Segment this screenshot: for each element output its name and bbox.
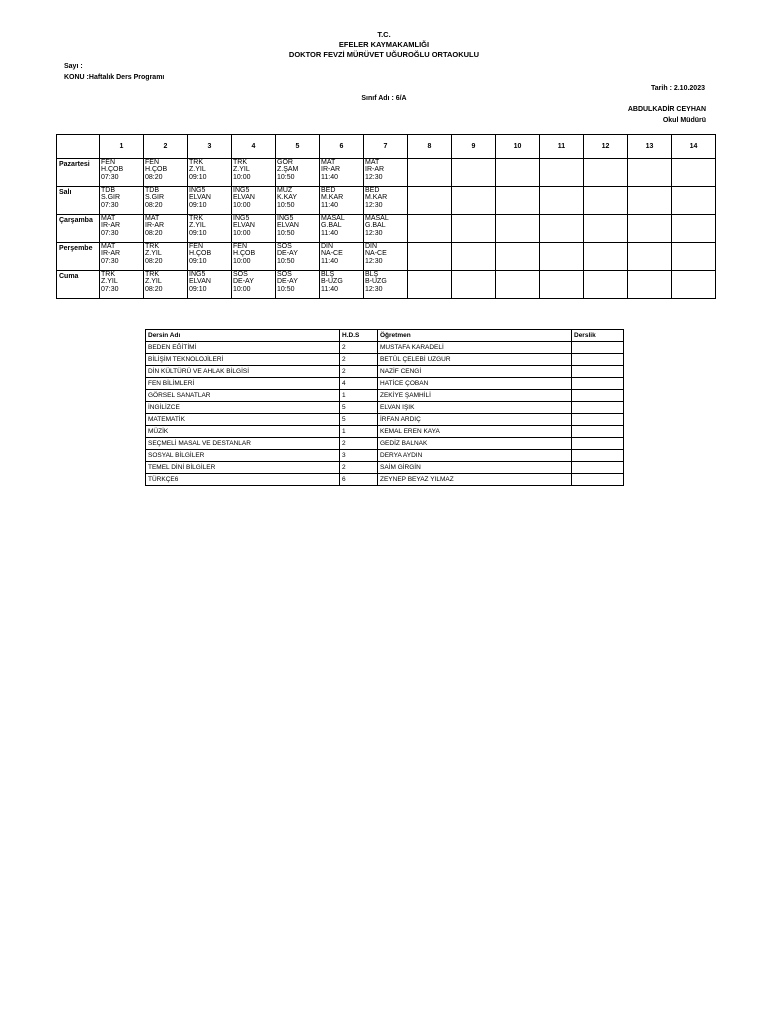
teacher-code: İR-AR [101, 222, 121, 230]
schedule-cell [540, 271, 584, 299]
teacher-name: NAZİF CENGİ [378, 366, 572, 378]
subject-name: TEMEL DİNİ BİLGİLER [146, 462, 340, 474]
teacher-code: DE-AY [277, 250, 298, 258]
lesson-time: 10:00 [233, 285, 251, 293]
teacher-name: ZEKİYE ŞAMHİLİ [378, 390, 572, 402]
period-header: 6 [320, 135, 364, 159]
period-header: 2 [144, 135, 188, 159]
schedule-cell [540, 159, 584, 187]
period-header: 13 [628, 135, 672, 159]
teacher-code: Z.YIL [101, 278, 118, 286]
classroom [572, 450, 624, 462]
lesson-code: MASAL [321, 215, 345, 222]
lesson-time: 09:10 [189, 173, 207, 181]
teacher-name: İRFAN ARDIÇ [378, 414, 572, 426]
table-row [146, 450, 624, 462]
lesson-time: 07:30 [101, 285, 119, 293]
lesson-code: İNG5 [189, 271, 206, 278]
schedule-cell [188, 271, 232, 299]
weekly-hours: 2 [340, 342, 378, 354]
lesson-code: MAT [145, 215, 160, 222]
lesson-code: MAT [101, 243, 116, 250]
table-row [146, 426, 624, 438]
classroom [572, 474, 624, 486]
lesson-time: 11:40 [321, 201, 338, 209]
lesson-code: TRK [189, 159, 203, 166]
schedule-cell [452, 243, 496, 271]
teacher-code: DE-AY [277, 278, 298, 286]
period-header: 1 [100, 135, 144, 159]
schedule-cell [364, 215, 408, 243]
schedule-cell [364, 187, 408, 215]
weekly-hours: 2 [340, 354, 378, 366]
schedule-cell [144, 159, 188, 187]
lesson-code: TRK [145, 271, 159, 278]
subject-name: MÜZİK [146, 426, 340, 438]
date-label: Tarih : 2.10.2023 [651, 85, 705, 92]
schedule-cell [452, 187, 496, 215]
schedule-cell [232, 215, 276, 243]
lesson-code: FEN [189, 243, 203, 250]
schedule-cell [496, 187, 540, 215]
teacher-name: HATİCE ÇOBAN [378, 378, 572, 390]
lesson-code: İNG5 [233, 187, 250, 194]
teacher-code: ELVAN [277, 222, 299, 230]
teacher-code: S.GİR [101, 194, 121, 202]
schedule-cell [408, 243, 452, 271]
lesson-code: SOS [277, 271, 292, 278]
period-header: 10 [496, 135, 540, 159]
period-header: 8 [408, 135, 452, 159]
table-row [146, 402, 624, 414]
schedule-cell [320, 187, 364, 215]
weekly-hours: 6 [340, 474, 378, 486]
schedule-cell [672, 243, 716, 271]
weekly-hours: 2 [340, 438, 378, 450]
principal-title: Okul Müdürü [662, 117, 706, 124]
schedule-cell [320, 215, 364, 243]
schedule-cell [188, 243, 232, 271]
table-row [146, 390, 624, 402]
school-name: DOKTOR FEVZİ MÜRÜVET UĞUROĞLU ORTAOKULU [288, 50, 480, 59]
teacher-code: H.ÇOB [145, 166, 168, 174]
lesson-time: 07:30 [101, 201, 119, 209]
teacher-code: H.ÇOB [101, 166, 124, 174]
teacher-code: NA-CE [365, 250, 387, 258]
teacher-code: H.ÇOB [233, 250, 256, 258]
lesson-time: 08:20 [145, 229, 163, 237]
schedule-cell [452, 159, 496, 187]
lesson-code: MAT [101, 215, 116, 222]
teacher-code: S.GİR [145, 194, 165, 202]
teacher-code: İR-AR [145, 222, 165, 230]
weekly-hours: 2 [340, 366, 378, 378]
teacher-name: GEDİZ BALNAK [378, 438, 572, 450]
lesson-code: BLŞ [321, 271, 335, 278]
schedule-cell [672, 159, 716, 187]
teacher-name: ZEYNEP BEYAZ YILMAZ [378, 474, 572, 486]
schedule-cell [232, 187, 276, 215]
lesson-code: İNG5 [233, 215, 250, 222]
schedule-cell [188, 187, 232, 215]
lesson-code: BLŞ [365, 271, 379, 278]
schedule-cell [144, 215, 188, 243]
weekly-hours: 1 [340, 390, 378, 402]
schedule-cell [188, 215, 232, 243]
schedule-row [57, 159, 716, 187]
teacher-name: MUSTAFA KARADELİ [378, 342, 572, 354]
lesson-time: 12:30 [365, 201, 383, 209]
lesson-time: 11:40 [321, 285, 338, 293]
classroom [572, 390, 624, 402]
lesson-code: DİN [321, 243, 334, 250]
lesson-code: MASAL [365, 215, 389, 222]
subject-name: FEN BİLİMLERİ [146, 378, 340, 390]
table-row [146, 378, 624, 390]
subject-name: İNGİLİZCE [146, 402, 340, 414]
teacher-code: M.KAR [321, 194, 344, 202]
teacher-code: G.BAL [365, 222, 386, 230]
classroom [572, 438, 624, 450]
lesson-time: 09:10 [189, 229, 207, 237]
lesson-time: 10:00 [233, 201, 251, 209]
schedule-cell [584, 215, 628, 243]
teacher-code: Z.ŞAM [277, 166, 299, 174]
teacher-code: Z.YIL [189, 222, 206, 230]
schedule-cell [496, 243, 540, 271]
schedule-cell [584, 187, 628, 215]
lesson-code: TRK [233, 159, 247, 166]
lesson-code: İNG5 [277, 215, 294, 222]
schedule-cell [276, 271, 320, 299]
lesson-code: BED [321, 187, 336, 194]
lesson-time: 07:30 [101, 229, 119, 237]
table-row [146, 342, 624, 354]
schedule-cell [540, 215, 584, 243]
table-row [146, 414, 624, 426]
schedule-cell [496, 271, 540, 299]
class-label: Sınıf Adı : 6/A [361, 95, 407, 102]
teacher-name: BETÜL ÇELEBİ UZGUR [378, 354, 572, 366]
teacher-name: DERYA AYDIN [378, 450, 572, 462]
subject-name: BEDEN EĞİTİMİ [146, 342, 340, 354]
lesson-code: İNG5 [189, 187, 206, 194]
period-header: 4 [232, 135, 276, 159]
lesson-time: 08:20 [145, 201, 163, 209]
lesson-time: 10:00 [233, 229, 251, 237]
day-label: Cuma [57, 271, 100, 299]
subject-name: SEÇMELİ MASAL VE DESTANLAR [146, 438, 340, 450]
teacher-code: ELVAN [233, 222, 255, 230]
teacher-code: M.KAR [365, 194, 388, 202]
schedule-cell [408, 159, 452, 187]
schedule-cell [188, 159, 232, 187]
schedule-cell [100, 243, 144, 271]
lesson-code: MAT [365, 159, 380, 166]
lesson-time: 07:30 [101, 173, 119, 181]
subject-name: MATEMATİK [146, 414, 340, 426]
lesson-time: 10:50 [277, 201, 295, 209]
weekly-hours-header: H.D.S [340, 330, 378, 342]
teacher-header: Öğretmen [378, 330, 572, 342]
schedule-cell [144, 187, 188, 215]
lesson-time: 11:40 [321, 257, 338, 265]
teacher-code: H.ÇOB [189, 250, 212, 258]
schedule-cell [232, 271, 276, 299]
classroom [572, 426, 624, 438]
period-header: 11 [540, 135, 584, 159]
teacher-code: B-UZG [365, 278, 387, 286]
period-header: 9 [452, 135, 496, 159]
schedule-cell [276, 159, 320, 187]
weekly-hours: 5 [340, 402, 378, 414]
day-label: Pazartesi [57, 159, 100, 187]
day-label: Perşembe [57, 243, 100, 271]
period-header: 3 [188, 135, 232, 159]
classroom [572, 378, 624, 390]
teacher-name: SAİM GİRGİN [378, 462, 572, 474]
schedule-cell [540, 243, 584, 271]
schedule-cell [408, 215, 452, 243]
lesson-code: MÜZ [277, 187, 293, 194]
lesson-time: 12:30 [365, 257, 383, 265]
schedule-cell [628, 187, 672, 215]
schedule-cell [496, 159, 540, 187]
teacher-code: İR-AR [321, 166, 341, 174]
period-header: 12 [584, 135, 628, 159]
lesson-time: 12:30 [365, 173, 383, 181]
lesson-time: 09:10 [189, 257, 207, 265]
schedule-cell [408, 271, 452, 299]
schedule-cell [144, 243, 188, 271]
schedule-cell [672, 187, 716, 215]
classroom [572, 354, 624, 366]
lesson-code: DİN [365, 243, 378, 250]
lesson-time: 08:20 [145, 285, 163, 293]
schedule-row [57, 215, 716, 243]
table-row [146, 354, 624, 366]
subject-name: DİN KÜLTÜRÜ VE AHLAK BİLGİSİ [146, 366, 340, 378]
period-header: 7 [364, 135, 408, 159]
lesson-code: GÖR [277, 159, 293, 166]
lesson-code: SOS [233, 271, 248, 278]
lesson-time: 11:40 [321, 229, 338, 237]
lesson-time: 11:40 [321, 173, 338, 181]
subjects-table [145, 329, 624, 486]
teacher-name: ELVAN IŞIK [378, 402, 572, 414]
lesson-time: 07:30 [101, 257, 119, 265]
day-label: Salı [57, 187, 100, 215]
principal-name: ABDULKADİR CEYHAN [627, 106, 706, 113]
weekly-hours: 4 [340, 378, 378, 390]
teacher-code: Z.YIL [233, 166, 250, 174]
lesson-code: TDB [101, 187, 115, 194]
header-line-2: EFELER KAYMAKAMLIĞI [338, 40, 430, 49]
subjects-header-row [146, 330, 624, 342]
schedule-cell [584, 243, 628, 271]
schedule-cell [584, 271, 628, 299]
lesson-time: 12:30 [365, 229, 383, 237]
lesson-code: TDB [145, 187, 159, 194]
lesson-time: 09:10 [189, 201, 207, 209]
sayi-label: Sayı : [64, 63, 83, 70]
subject-name: TÜRKÇE6 [146, 474, 340, 486]
weekly-hours: 5 [340, 414, 378, 426]
table-row [146, 438, 624, 450]
schedule-cell [452, 215, 496, 243]
schedule-row [57, 243, 716, 271]
teacher-code: ELVAN [189, 278, 211, 286]
teacher-code: NA-CE [321, 250, 343, 258]
schedule-cell [276, 215, 320, 243]
schedule-corner [57, 135, 100, 159]
teacher-code: ELVAN [233, 194, 255, 202]
lesson-code: MAT [321, 159, 336, 166]
teacher-code: G.BAL [321, 222, 342, 230]
schedule-cell [364, 271, 408, 299]
schedule-cell [100, 159, 144, 187]
schedule-cell [628, 271, 672, 299]
teacher-name: KEMAL EREN KAYA [378, 426, 572, 438]
header-line-1: T.C. [377, 30, 391, 39]
schedule-cell [276, 187, 320, 215]
teacher-code: K.KAY [277, 194, 298, 202]
schedule-cell [100, 187, 144, 215]
weekly-schedule-table [56, 134, 716, 299]
teacher-code: Z.YIL [189, 166, 206, 174]
classroom [572, 414, 624, 426]
period-header: 5 [276, 135, 320, 159]
lesson-time: 08:20 [145, 173, 163, 181]
schedule-cell [628, 159, 672, 187]
schedule-cell [320, 271, 364, 299]
teacher-code: ELVAN [189, 194, 211, 202]
konu-label: KONU :Haftalık Ders Programı [64, 74, 165, 81]
schedule-cell [364, 243, 408, 271]
subject-name-header: Dersin Adı [146, 330, 340, 342]
weekly-hours: 1 [340, 426, 378, 438]
lesson-time: 10:50 [277, 229, 295, 237]
teacher-code: DE-AY [233, 278, 254, 286]
schedule-cell [320, 243, 364, 271]
lesson-time: 10:50 [277, 257, 295, 265]
schedule-cell [100, 271, 144, 299]
lesson-code: TRK [101, 271, 115, 278]
classroom-header: Derslik [572, 330, 624, 342]
teacher-code: İR-AR [365, 166, 385, 174]
lesson-code: BED [365, 187, 380, 194]
lesson-time: 09:10 [189, 285, 207, 293]
lesson-code: FEN [145, 159, 159, 166]
schedule-cell [144, 271, 188, 299]
lesson-time: 12:30 [365, 285, 383, 293]
schedule-header-row [57, 135, 716, 159]
period-header: 14 [672, 135, 716, 159]
classroom [572, 366, 624, 378]
schedule-row [57, 187, 716, 215]
schedule-cell [320, 159, 364, 187]
schedule-row [57, 271, 716, 299]
schedule-cell [672, 271, 716, 299]
schedule-cell [364, 159, 408, 187]
schedule-cell [540, 187, 584, 215]
schedule-cell [276, 243, 320, 271]
lesson-code: SOS [277, 243, 292, 250]
lesson-code: FEN [101, 159, 115, 166]
schedule-cell [232, 159, 276, 187]
classroom [572, 402, 624, 414]
lesson-code: TRK [189, 215, 203, 222]
day-label: Çarşamba [57, 215, 100, 243]
teacher-code: B-UZG [321, 278, 343, 286]
lesson-time: 10:50 [277, 173, 295, 181]
table-row [146, 462, 624, 474]
schedule-cell [628, 215, 672, 243]
teacher-code: İR-AR [101, 250, 121, 258]
schedule-cell [232, 243, 276, 271]
subject-name: GÖRSEL SANATLAR [146, 390, 340, 402]
lesson-time: 10:00 [233, 173, 251, 181]
schedule-cell [408, 187, 452, 215]
schedule-cell [100, 215, 144, 243]
lesson-time: 08:20 [145, 257, 163, 265]
classroom [572, 342, 624, 354]
table-row [146, 474, 624, 486]
lesson-time: 10:00 [233, 257, 251, 265]
subject-name: BİLİŞİM TEKNOLOJİLERİ [146, 354, 340, 366]
teacher-code: Z.YIL [145, 278, 162, 286]
weekly-hours: 3 [340, 450, 378, 462]
weekly-hours: 2 [340, 462, 378, 474]
table-row [146, 366, 624, 378]
schedule-cell [628, 243, 672, 271]
lesson-code: TRK [145, 243, 159, 250]
lesson-code: FEN [233, 243, 247, 250]
schedule-cell [496, 215, 540, 243]
teacher-code: Z.YIL [145, 250, 162, 258]
schedule-cell [452, 271, 496, 299]
classroom [572, 462, 624, 474]
subject-name: SOSYAL BİLGİLER [146, 450, 340, 462]
schedule-cell [672, 215, 716, 243]
schedule-cell [584, 159, 628, 187]
lesson-time: 10:50 [277, 285, 295, 293]
